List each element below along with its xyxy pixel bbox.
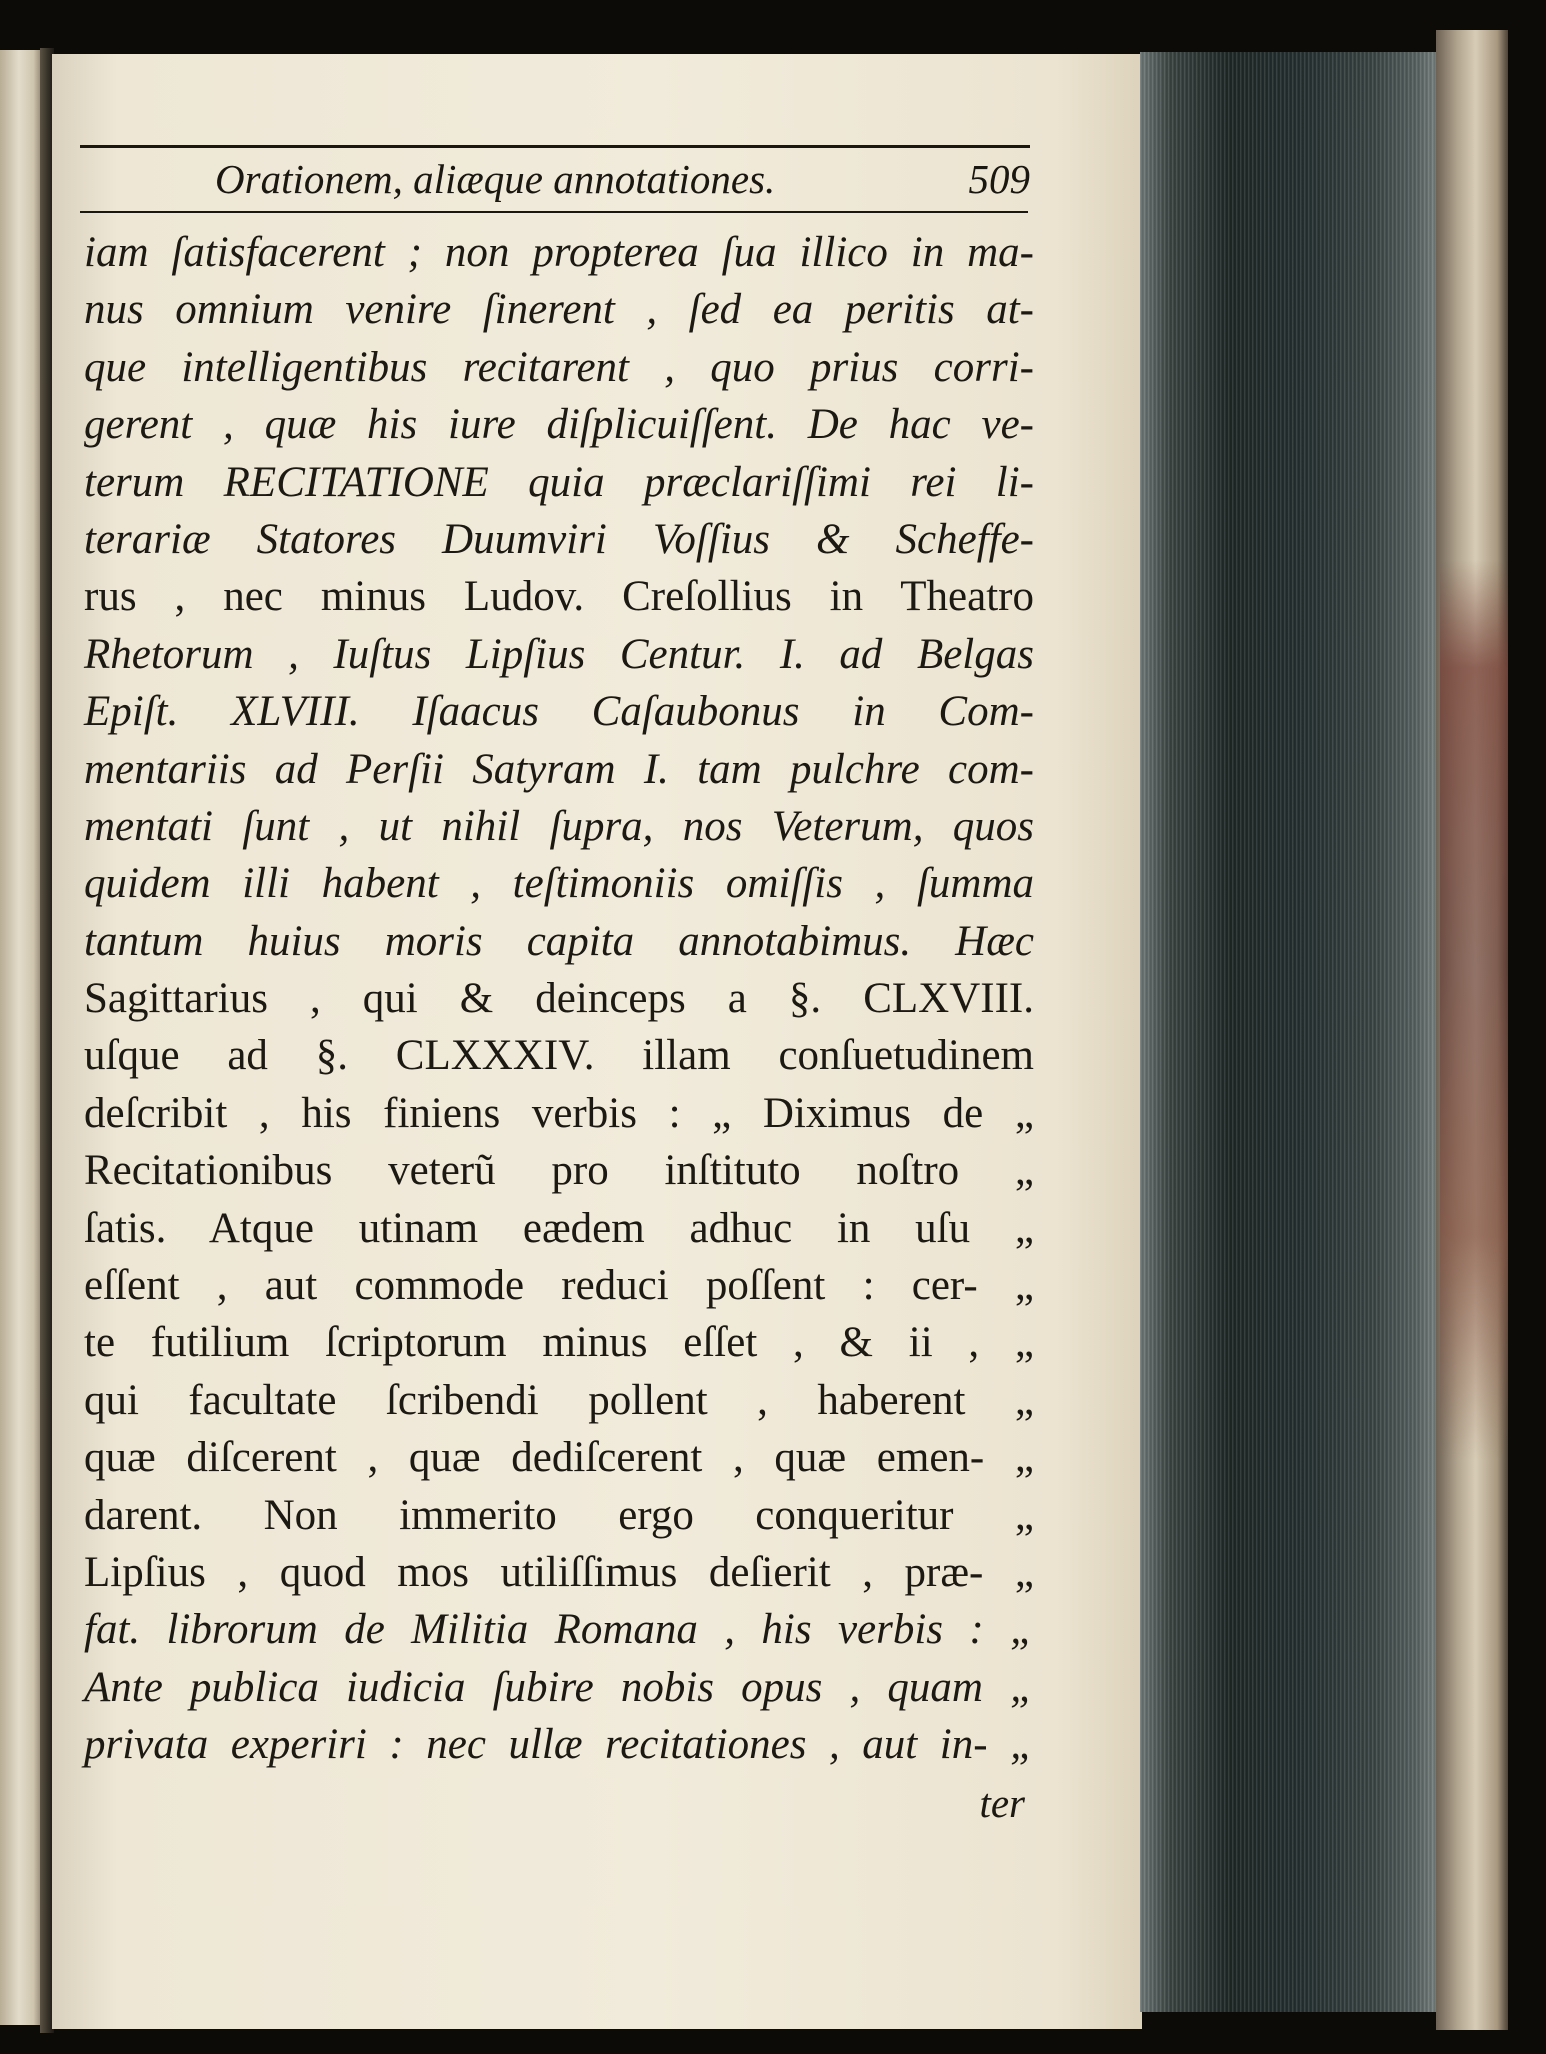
text-line: mentariis ad Perſii Satyram I. tam pulchre com- — [84, 745, 1034, 793]
text-line: uſque ad §. CLXXXIV. illam conſuetudinem — [84, 1032, 1034, 1080]
text-line: eſſent , aut commode reduci poſſent : cer- „ — [84, 1262, 1034, 1310]
text-line: terum RECITATIONE quia præclariſſimi rei li- — [84, 458, 1034, 506]
text-line: quidem illi habent , teſtimoniis omiſſis , ſumma — [84, 860, 1034, 908]
text-line: iam ſatisfacerent ; non propterea ſua illico in ma- — [84, 229, 1034, 276]
text-line: Recitationibus veterũ pro inſtituto noſtro „ — [84, 1147, 1034, 1195]
text-line: Sagittarius , qui & deinceps a §. CLXVIII. — [84, 975, 1034, 1023]
text-line: fat. librorum de Militia Romana , his verbis : „ — [84, 1606, 1034, 1654]
text-line: rus , nec minus Ludov. Creſollius in Theatro — [84, 573, 1034, 621]
text-line: Ante publica iudicia ſubire nobis opus , quam „ — [84, 1663, 1034, 1711]
text-line: gerent , quæ his iure diſplicuiſſent. De hac ve- — [84, 401, 1034, 449]
text-line: nus omnium venire ſinerent , ſed ea peritis at- — [84, 286, 1034, 334]
text-line: Epiſt. XLVIII. Iſaacus Caſaubonus in Com- — [84, 688, 1034, 736]
text-line: qui facultate ſcribendi pollent , haberent „ — [84, 1376, 1034, 1424]
text-line: Lipſius , quod mos utiliſſimus deſierit , præ- „ — [84, 1548, 1034, 1596]
text-line: deſcribit , his finiens verbis : „ Diximus de „ — [84, 1089, 1034, 1137]
text-line: terariæ Statores Duumviri Voſſius & Scheffe- — [84, 515, 1034, 563]
text-line: que intelligentibus recitarent , quo prius corri- — [84, 343, 1034, 391]
running-head: Orationem, aliæque annotationes. — [215, 156, 776, 202]
head-rule — [80, 211, 1028, 213]
text-line: darent. Non immerito ergo conqueritur „ — [84, 1491, 1034, 1539]
text-line: te futilium ſcriptorum minus eſſet , & ii , „ — [84, 1319, 1034, 1367]
text-line: privata experiri : nec ullæ recitationes , aut in- „ — [84, 1721, 1034, 1769]
catchword: ter — [979, 1780, 1025, 1826]
facing-page-edge — [0, 50, 42, 2025]
top-rule — [80, 145, 1030, 148]
text-line: mentati ſunt , ut nihil ſupra, nos Veterum, quos — [84, 802, 1034, 850]
text-line: ſatis. Atque utinam eædem adhuc in uſu „ — [84, 1204, 1034, 1252]
page-block-edges — [1140, 52, 1440, 2012]
text-line: quæ diſcerent , quæ dediſcerent , quæ emen- „ — [84, 1434, 1034, 1482]
text-line: tantum huius moris capita annotabimus. Hæc — [84, 917, 1034, 965]
cover-stain — [1440, 560, 1508, 1460]
text-line: Rhetorum , Iuſtus Lipſius Centur. I. ad Belgas — [84, 630, 1034, 678]
body-text — [84, 224, 1034, 1774]
page-number: 509 — [968, 156, 1030, 202]
